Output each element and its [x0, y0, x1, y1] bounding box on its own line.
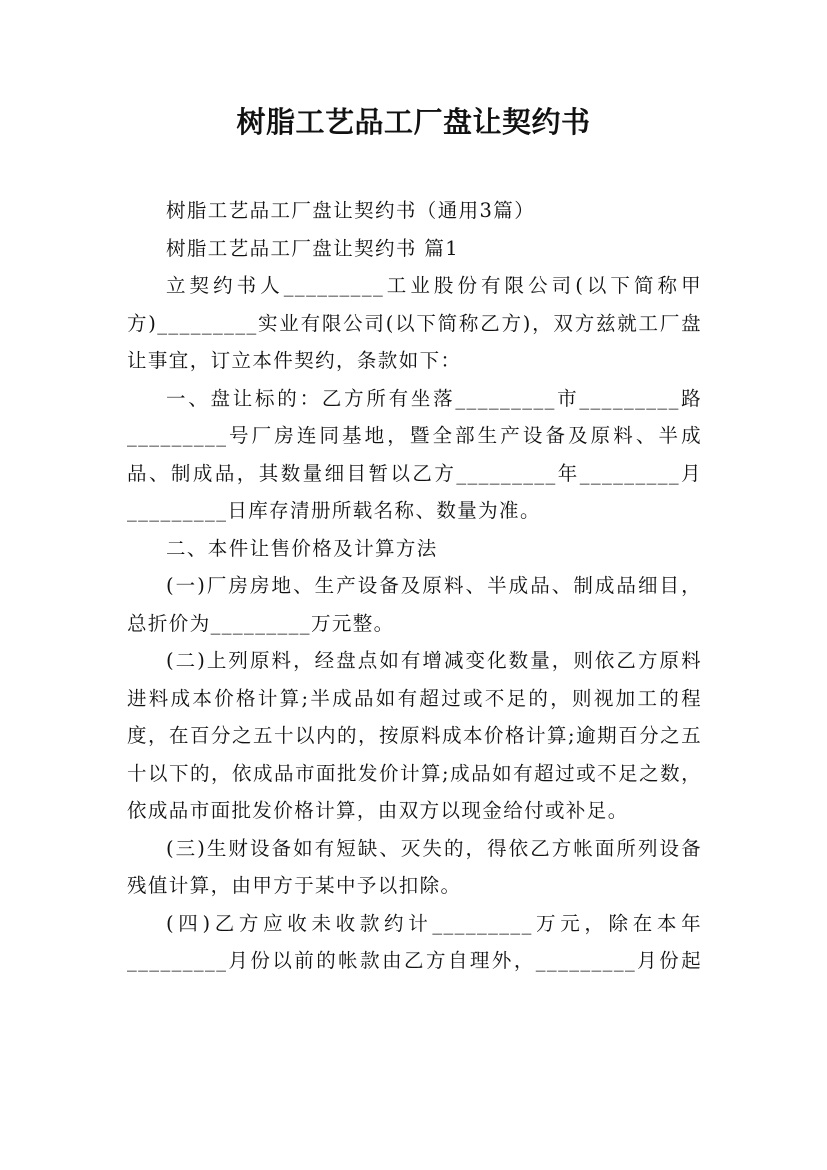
- paragraph-clause-2-4: (四)乙方应收未收款约计_________万元，除在本年_________月份以前的帐款由乙方自理外，_________月份起: [127, 911, 702, 972]
- paragraph-parties: 立契约书人_________工业股份有限公司(以下简称甲方)_________实业有限公司(以下简称乙方)，双方兹就工厂盘让事宜，订立本件契约，条款如下：: [127, 274, 702, 372]
- paragraph-section-heading: 树脂工艺品工厂盘让契约书 篇1: [166, 236, 460, 260]
- paragraph-clause-2-3: (三)生财设备如有短缺、灭失的，得依乙方帐面所列设备残值计算，由甲方于某中予以扣除。: [127, 836, 702, 897]
- paragraph-clause-1: 一、盘让标的：乙方所有坐落_________市_________路_________号厂房连同基地，暨全部生产设备及原料、半成品、制成品，其数量细目暂以乙方_________年_________月_________日库存清册所载名称、数量为准。: [127, 386, 702, 522]
- paragraph-clause-2-heading: 二、本件让售价格及计算方法: [166, 536, 438, 560]
- paragraph-collection-title: 树脂工艺品工厂盘让契约书（通用3篇）: [166, 199, 536, 222]
- document-body: [127, 192, 702, 980]
- paragraph-clause-2-2: (二)上列原料，经盘点如有增减变化数量，则依乙方原料进料成本价格计算;半成品如有超过或不足的，则视加工的程度，在百分之五十以内的，按原料成本价格计算;逾期百分之五十以下的，依成品市面批发价计算;成品如有超过或不足之数，依成品市面批发价格计算，由双方以现金给付或补足。: [127, 649, 702, 822]
- paragraph-clause-2-1: (一)厂房房地、生产设备及原料、半成品、制成品细目，总折价为_________万元整。: [127, 574, 702, 635]
- document-title: 树脂工艺品工厂盘让契约书: [236, 105, 591, 139]
